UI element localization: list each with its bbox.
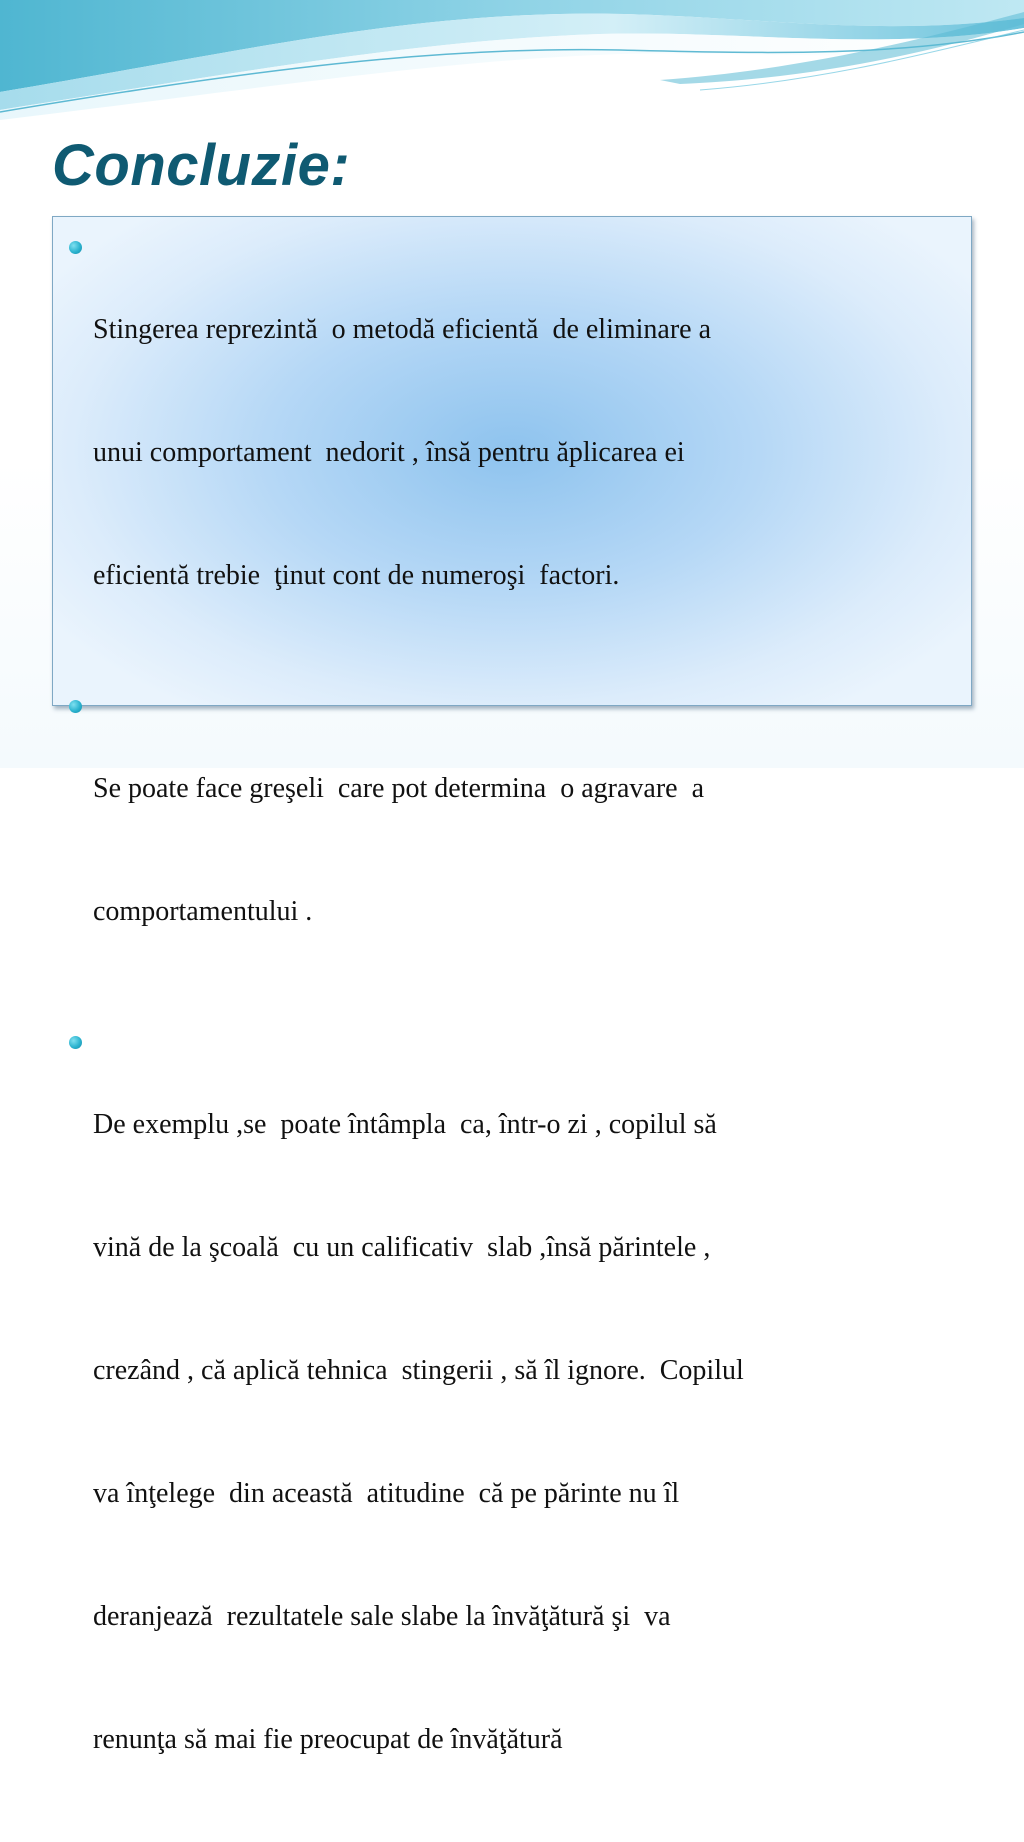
- bullet-line: unui comportament nedorit , însă pentru ăplicarea ei: [93, 437, 685, 468]
- bullet-line: crezând , că aplică tehnica stingerii , să îl ignore. Copilul: [93, 1355, 744, 1386]
- bullet-icon: [69, 1036, 82, 1049]
- content-box: [52, 216, 972, 1755]
- bullet-item: [69, 686, 949, 1014]
- bullet-item: [69, 227, 949, 678]
- bullet-line: eficientă trebie ţinut cont de numeroşi factori.: [93, 560, 620, 591]
- decorative-waves: [0, 0, 1024, 130]
- bullet-text: [93, 273, 949, 673]
- bullet-item: [69, 1022, 949, 1842]
- bullet-line: va înţelege din această atitudine că pe părinte nu îl: [93, 1478, 680, 1509]
- bullet-text: [93, 732, 949, 1009]
- bullet-line: De exemplu ,se poate întâmpla ca, într-o zi , copilul să: [93, 1109, 717, 1140]
- bullet-line: vină de la şcoală cu un calificativ slab ,însă părintele ,: [93, 1232, 711, 1263]
- bullet-line: Se poate face greşeli care pot determina o agravare a: [93, 773, 704, 804]
- bullet-text: [93, 1068, 949, 1837]
- bullet-list: [69, 227, 949, 1842]
- bullet-line: comportamentului .: [93, 896, 313, 927]
- slide-title: Concluzie:: [52, 133, 351, 198]
- bullet-line: Stingerea reprezintă o metodă eficientă de eliminare a: [93, 314, 712, 345]
- bullet-line: renunţa să mai fie preocupat de învăţătură: [93, 1724, 563, 1755]
- bullet-icon: [69, 700, 82, 713]
- bullet-line: deranjează rezultatele sale slabe la învăţătură şi va: [93, 1601, 671, 1632]
- bullet-icon: [69, 241, 82, 254]
